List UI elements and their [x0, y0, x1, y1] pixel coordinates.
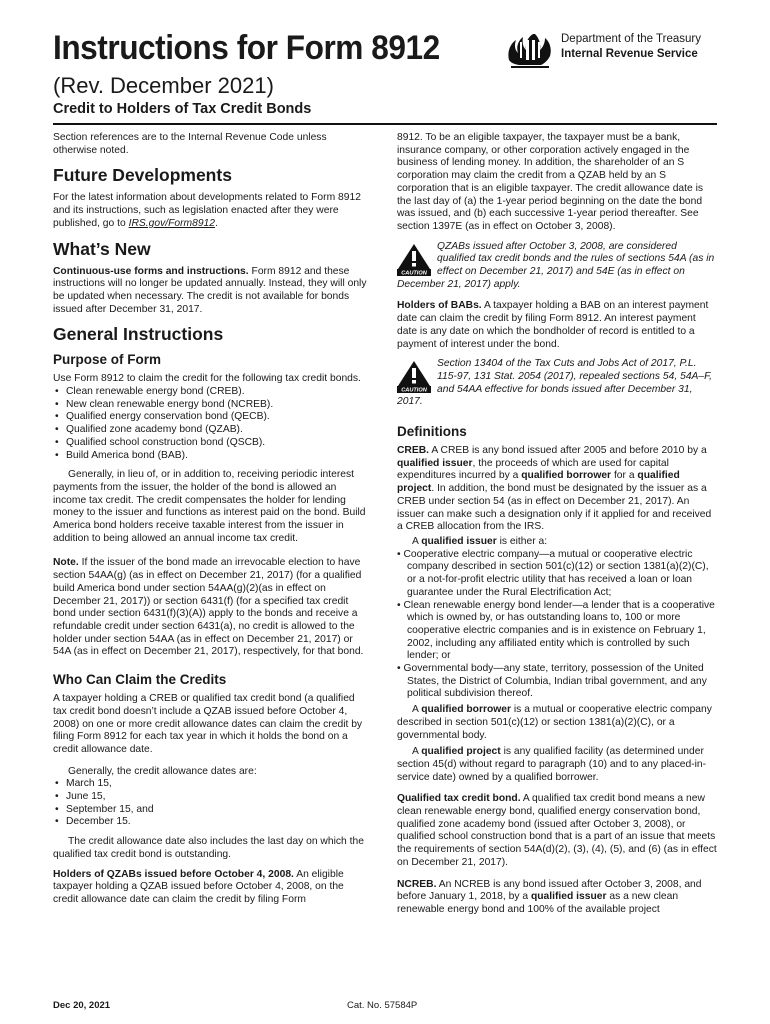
qualified-tax-credit-bond-definition: Qualified tax credit bond. A qualified tax credit bond means a new clean renewable energy bond, qualified energy conservation bond, qualified zone academy bond (issued after October 3, 2008), or qualified school construction bond that is a part of an issue that meets the requirements of section 54A(d)(2), (3), (4), (5), and (6) (as in effect on December 21, 2017).: [397, 793, 717, 868]
definitions-heading: Definitions: [397, 424, 467, 440]
list-item: • Qualified zone academy bond (QZAB).: [53, 424, 371, 437]
bab-paragraph: Holders of BABs. A taxpayer holding a BAB on an interest payment date can claim the credit by filing Form 8912. An interest payment date is any date on which the bondholder of record is entitled to a payment of interest under the bond.: [397, 300, 709, 350]
future-developments-paragraph: For the latest information about developments related to Form 8912 and its instructions, such as legislation enacted after they were published, go to IRS.gov/Form8912.: [53, 192, 361, 229]
caution-note-repeal: [397, 358, 717, 409]
caution-note-qzab: [397, 241, 717, 292]
left-column: [53, 132, 371, 914]
qualified-borrower-definition: A qualified borrower is a mutual or cooperative electric company described in section 501(c)(12) or section 1381(a)(2)(C), or a governmental body.: [397, 704, 712, 741]
allowance-paragraph: The credit allowance date also includes the last day on which the qualified tax credit bond is outstanding.: [53, 836, 364, 860]
list-item: • Qualified school construction bond (QSCB).: [53, 437, 371, 450]
qualified-project-definition: A qualified project is any qualified facility (as determined under section 45(d) without regard to paragraph (10) and to any placed-in-service date) owned by a qualified borrower.: [397, 746, 707, 783]
list-item: • March 15,: [53, 778, 371, 791]
page-subtitle: Credit to Holders of Tax Credit Bonds: [53, 101, 312, 117]
list-item: • Qualified energy conservation bond (QECB).: [53, 411, 371, 424]
who-can-claim-paragraph: A taxpayer holding a CREB or qualified tax credit bond (a qualified tax credit bond doesn’t include a QZAB issued before October 4, 2008) on one or more credit allowance dates can claim the credit by filing Form 8912 for each tax year in which it holds the bond on a credit allowance date.: [53, 693, 363, 755]
footer-date: Dec 20, 2021: [53, 1000, 111, 1011]
list-item: • December 15.: [53, 816, 371, 829]
who-can-claim-heading: Who Can Claim the Credits: [53, 672, 227, 688]
list-item: • Governmental body—any state, territory, possession of the United States, the District of Columbia, Indian tribal government, and any political subdivision thereof.: [397, 663, 707, 700]
list-item: • Build America bond (BAB).: [53, 450, 371, 463]
intro-paragraph: Section references are to the Internal Revenue Code unless otherwise noted.: [53, 132, 327, 156]
right-column: [397, 132, 717, 924]
qzab-paragraph: Holders of QZABs issued before October 4, 2008. An eligible taxpayer holding a QZAB issued before October 4, 2008, on the credit allowance date can claim the credit by filing Form: [53, 868, 344, 905]
bond-list: [53, 386, 371, 462]
list-item: • New clean renewable energy bond (NCREB).: [53, 399, 371, 412]
footer-catalog-number: Cat. No. 57584P: [347, 1000, 418, 1011]
list-item: • June 15,: [53, 791, 371, 804]
caution-label: CAUTION: [401, 387, 427, 394]
dates-list: [53, 778, 371, 829]
generally-paragraph: Generally, in lieu of, or in addition to, receiving periodic interest payments from the issuer, the holder of the bond is allowed an income tax credit. The credit compensates the holder for lending money to the issuer and functions as interest paid on the bond. Build America bond holders receive taxable interest from the issuer in addition to being allowed an annual income tax credit.: [53, 469, 366, 544]
future-developments-heading: Future Developments: [53, 165, 232, 186]
note-paragraph: Note. If the issuer of the bond made an irrevocable election to have section 54AA(g) (as in effect on December 21, 2017) (for a qualified build America bond under section 54AA(g)(2)(as in effect on December 21, 2017)) or section 6431(f) (for a specified tax credit bond under section 6431(f)(3)(A)) apply to the bonds and receive a refundable credit under section 6431(a), no credit is allowed to the holder under section 54AA (as in effect on December 21, 2017) or 54A (as in effect on December 21, 2017), respectively, for that bond.: [53, 557, 364, 658]
page-title: Instructions for Form 8912: [53, 29, 440, 67]
qzab-continued-paragraph: 8912. To be an eligible taxpayer, the taxpayer must be a bank, insurance company, or other corporation actively engaged in the business of lending money. In addition, the shareholder of an S corporation may claim the credit from a QZAB held by an S corporation that is an eligible taxpayer. The credit allowance date is the last day of (a) the 1-year period beginning on the date the bond was issued, and (b) each successive 1-year period thereafter. See section 1397E (as in effect on October 3, 2008).: [397, 132, 704, 232]
list-item: • September 15, and: [53, 804, 371, 817]
general-instructions-heading: General Instructions: [53, 324, 224, 345]
irs-eagle-logo-icon: [505, 30, 555, 70]
dates-intro: Generally, the credit allowance dates are:: [68, 765, 257, 777]
agency-block: [561, 32, 701, 62]
creb-definition: CREB. A CREB is any bond issued after 2005 and before 2010 by a qualified issuer, the proceeds of which are used for capital expenditures incurred by a qualified borrower for a qualified project. In addition, the bond must be designated by the issuer as a CREB under section 54 (as in effect on December 21, 2017). An issuer can make such a designation only if it applied for and received a CREB allocation from the IRS.: [397, 445, 712, 533]
agency-irs: Internal Revenue Service: [561, 48, 698, 60]
purpose-heading: Purpose of Form: [53, 352, 162, 368]
caution-icon: [397, 243, 431, 276]
list-item: • Clean renewable energy bond (CREB).: [53, 386, 371, 399]
header-divider: [53, 123, 717, 125]
purpose-paragraph: Use Form 8912 to claim the credit for the following tax credit bonds.: [53, 373, 361, 385]
caution-icon: [397, 360, 431, 393]
whats-new-heading: What’s New: [53, 238, 151, 259]
qualified-issuer-intro: A qualified issuer is either a:: [412, 535, 548, 547]
list-item: • Cooperative electric company—a mutual or cooperative electric company described in section 501(c)(12) or section 1381(a)(2)(C), or a not-for-profit electric utility that has received a loan or loan guarantee under the Rural Electrification Act;: [397, 548, 709, 598]
caution-text: Section 13404 of the Tax Cuts and Jobs Act of 2017, P.L. 115-97, 131 Stat. 2054 (2017), repealed sections 54, 54A–F, and 54AA effective for bonds issued after December 31, 2017.: [397, 358, 712, 408]
revision-date: (Rev. December 2021): [53, 73, 274, 98]
ncreb-definition: NCREB. An NCREB is any bond issued after October 3, 2008, and before January 1, 2018, by a qualified issuer as a new clean renewable energy bond and 100% of the available project: [397, 878, 702, 915]
agency-department: Department of the Treasury: [561, 33, 701, 45]
caution-label: CAUTION: [401, 270, 427, 276]
caution-text: QZABs issued after October 3, 2008, are considered qualified tax credit bonds and the rules of sections 54A (as in effect on December 21, 2017) and 54E (as in effect on December 21, 2017) apply.: [397, 240, 715, 290]
continuous-use-paragraph: Continuous-use forms and instructions. Form 8912 and these instructions will no longer be updated annually. Instead, they will only be updated when necessary. The credit is not available for bonds issued after December 31, 2017.: [53, 265, 367, 315]
list-item: • Clean renewable energy bond lender—a lender that is a cooperative which is owned by, or has outstanding loans to, 100 or more cooperative electric companies and is in existence on February 1, 2002, including any affiliated entity which is controlled by such lender; or: [397, 599, 715, 662]
irs-form-link[interactable]: IRS.gov/Form8912: [128, 217, 216, 229]
